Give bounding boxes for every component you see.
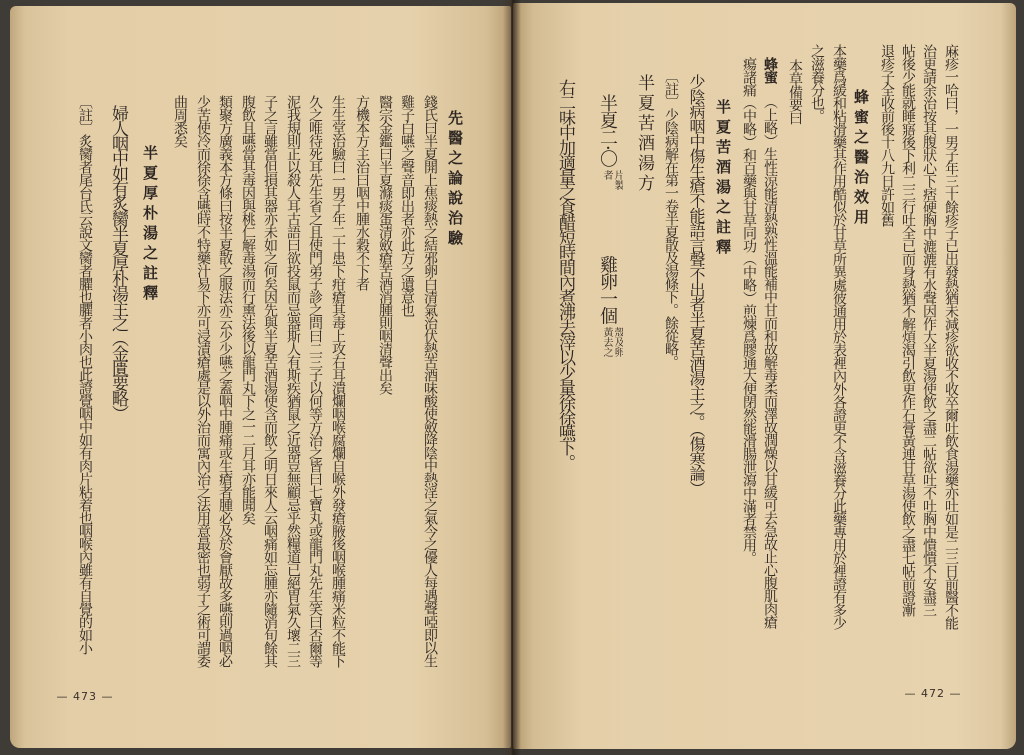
- formula-ingredients: [591, 94, 623, 714]
- text-column: 醫宗金鑑曰半夏滌痰蛋清斂瘡苦酒消腫則咽清聲出矣: [377, 95, 393, 394]
- text-column: 治更請余治按其腹狀心下痞硬胸中漉漉有水聲因作大半夏湯使飲之盡二帖欲吐不吐胸中憒憒不安盡三: [921, 44, 937, 616]
- page-number: — 473 —: [56, 690, 114, 703]
- text-column: [760, 57, 780, 677]
- classic-text-column: 少陰病咽中傷生瘡不能語言聲不出者半夏苦酒湯主之。（傷寒論）: [687, 74, 706, 496]
- text-column: 麻疹一哈曰，一男子年三十餘疹子已出發熱猶未減疹欲收不收卒爾吐飲食湯藥亦吐如是二三日前醫不能: [943, 44, 959, 629]
- text-column: 子之言雖當但損其器亦未如之何矣因先與半夏苦酒湯使含而飲之明日來人云咽痛如忘腫亦隨消旬餘其: [262, 95, 278, 667]
- text-column: 泥我規則正以殺人耳古語曰欲投鼠而忌器斯人有斯疾猶鼠之近器豈無顧忌乎然糧道已絕胃氣久壞二三: [285, 95, 301, 667]
- page-number: — 472 —: [904, 687, 962, 700]
- text-column: 錢氏曰半夏開上焦痰熱之結邪卵白清氣治伏熱苦酒味酸使斂降陰中熱淫之氣今之優人每遇聲啞即以生: [422, 95, 438, 667]
- section-heading: 半夏苦酒湯之註釋: [714, 99, 732, 259]
- text-column: 久之唯待死耳先生省之且使門弟子診之問曰二三子以何等方治之皆曰七寶丸或龍門丸先生笑曰否爾等: [307, 95, 323, 667]
- section-heading: 先醫之論說治驗: [446, 110, 464, 250]
- formula-ingredient: 半夏二·〇: [597, 94, 618, 167]
- annotation-column: 〔註〕少陰病解在第一卷半夏散及湯條下。餘從略。: [663, 69, 679, 368]
- ingredient-note: [601, 170, 623, 190]
- ingredient-note-line: 黃去之: [601, 326, 612, 357]
- left-page: [10, 6, 511, 748]
- text-column: 少苦使冷而徐徐含嚥時不特藥汁易下亦可浸漬瘡處是以外治而寓內治之法用意最密也弱子之術可謂委: [195, 95, 211, 667]
- ingredient-spacer: [607, 190, 608, 256]
- ingredient-note-line: 者: [601, 169, 612, 180]
- book-gutter: [503, 0, 521, 755]
- text-column: 雞子白嚥之聲音即出者亦此方之遺意也: [399, 95, 415, 316]
- text-column: 生生堂治驗曰一男子年二十患下疳瘡其毒上攻右耳潰爛咽喉腐爛自喉外發瘡腋後咽喉腫痛米粒不能下: [330, 95, 346, 667]
- herb-description: （上略）生性涼能清熱熟性溫能補中甘而和故解毒柔而澤故潤燥以甘緩可去急故止心腹肌肉瘡: [762, 95, 778, 628]
- citation-title: 本草備要曰: [787, 59, 803, 124]
- text-column: 腹飲且嚥當其毒因與桃仁解毒湯而行熏法後以龍門丸下之一二月耳亦能聞矣: [240, 95, 256, 524]
- formula-ingredient: 雞卵一個: [597, 255, 618, 324]
- ingredient-note: [601, 327, 623, 357]
- herb-name: 蜂蜜: [762, 57, 778, 83]
- ingredient-note-line: 片製: [612, 169, 623, 190]
- text-column: 帖後少能就睡寤後下利二三行吐全已而身熱猶不解煩渴引飲更作石膏黃連甘草湯使飲之盡七帖前證漸: [900, 44, 916, 616]
- text-column: 瘍諸痛（中略）和百藥與甘草同功（中略）煎煉爲膠通大便閉然能滑腸泄瀉中滿者禁用。: [741, 57, 757, 564]
- right-page: [513, 3, 1016, 749]
- text-column: 之滋養分也。: [809, 44, 825, 122]
- classic-text-column: 婦人咽中如有炙臠半夏厚朴湯主之（金匱要略）: [108, 105, 128, 420]
- formula-title: 半夏苦酒湯方: [634, 74, 654, 194]
- text-column: 曲周悉矣: [172, 95, 188, 147]
- annotation-column: 〔註〕炙臠者尾台氏云說文臠者臞也臞者小肉也此證覺咽中如有肉片粘着也咽喉內雖有自覺的如小: [77, 95, 93, 654]
- text-column: 退疹子全收前後十八九日許如舊: [879, 44, 895, 226]
- text-column: 本藥爲緩和粘滑藥其作用酷似於甘草所異處彼通用於表裡內外各證更不含滋養分此藥專用於裡證有多少: [831, 44, 847, 629]
- ingredient-note-line: 殼及卵: [612, 326, 623, 357]
- text-column: 類聚方廣義本方條曰按半夏散之服法亦云少少嚥之蓋咽中腫痛或生瘡者腫必及於會厭故多嚥則過咽必: [217, 95, 233, 667]
- text-column: 方機本方主治曰咽中腫水穀不下者: [354, 95, 370, 290]
- section-heading: 蜂蜜之醫治效用: [852, 89, 870, 229]
- formula-directions: 右二味中加適量之食醋短時間內煮沸去滓以少量徐徐嚥下。: [555, 79, 575, 469]
- section-heading: 半夏厚朴湯之註釋: [141, 145, 159, 305]
